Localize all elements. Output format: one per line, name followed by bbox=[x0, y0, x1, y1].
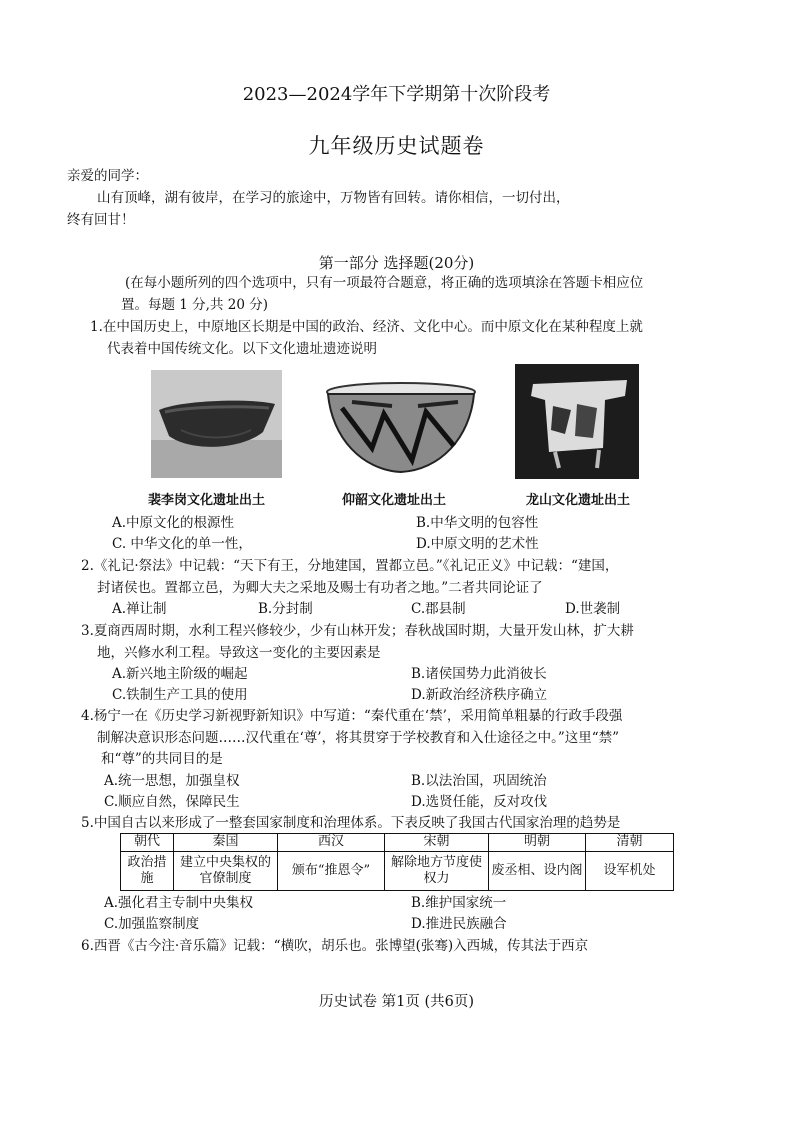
q6-stem-line-1: 6.西晋《古今注·音乐篇》记载：“横吹，胡乐也。张博望(张骞)入西城，传其法于西京 bbox=[81, 938, 589, 954]
q5-option-a: A.强化君主专制中央集权 bbox=[104, 895, 254, 911]
part-1-instructions-line-1: (在每小题所列的四个选项中，只有一项最符合题意，将正确的选项填涂在答题卡相应位 bbox=[125, 275, 644, 291]
q4-option-c: C.顺应自然，保障民生 bbox=[104, 794, 240, 810]
table-header-cell: 清朝 bbox=[586, 834, 674, 852]
exam-subject-title: 九年级历史试题卷 bbox=[308, 134, 485, 158]
exam-title: 2023—2024学年下学期第十次阶段考 bbox=[242, 84, 551, 105]
greeting-line-1: 山有顶峰，湖有彼岸，在学习的旅途中，万物皆有回转。请你相信，一切付出， bbox=[97, 190, 570, 206]
q2-option-c: C.郡县制 bbox=[411, 601, 466, 617]
table-header-row bbox=[121, 834, 674, 852]
image-caption-longshan: 龙山文化遗址出土 bbox=[526, 493, 631, 508]
greeting-line-2: 终有回甘！ bbox=[67, 212, 135, 228]
table-header-cell: 明朝 bbox=[489, 834, 586, 852]
q3-option-d: D.新政治经济秩序确立 bbox=[411, 687, 548, 703]
q4-stem-line-2: 制解决意识形态问题……汉代重在‘尊’，将其贯穿于学校教育和入仕途径之中。”这里“禁” bbox=[97, 730, 620, 746]
q4-option-a: A.统一思想，加强皇权 bbox=[104, 773, 240, 789]
q4-option-d: D.选贤任能，反对攻伐 bbox=[411, 794, 548, 810]
q2-option-a: A.禅让制 bbox=[112, 601, 167, 617]
table-cell: 废丞相、设内阁 bbox=[489, 852, 586, 891]
q2-stem-line-2: 封诸侯也。置都立邑，为卿大夫之采地及赐士有功者之地。”二者共同论证了 bbox=[97, 580, 543, 596]
table-cell: 颁布“推恩令” bbox=[278, 852, 385, 891]
table-header-cell: 朝代 bbox=[121, 834, 174, 852]
q1-option-b: B.中华文明的包容性 bbox=[416, 515, 539, 531]
q2-stem-line-1: 2.《礼记·祭法》中记载：“天下有王，分地建国，置都立邑。”《礼记正义》中记载：“建国， bbox=[81, 558, 619, 574]
table-cell: 政治措施 bbox=[121, 852, 174, 891]
q5-stem: 5.中国自古以来形成了一整套国家制度和治理体系。下表反映了我国古代国家治理的趋势是 bbox=[81, 815, 621, 831]
q1-option-a: A.中原文化的根源性 bbox=[112, 515, 235, 531]
peiligang-artifact-image bbox=[151, 370, 282, 478]
table-cell: 建立中央集权的官僚制度 bbox=[174, 852, 278, 891]
table-cell: 解除地方节度使权力 bbox=[385, 852, 489, 891]
part-1-instructions-line-2: 置。每题 1 分,共 20 分) bbox=[121, 297, 268, 313]
page-footer: 历史试卷 第1页 (共6页) bbox=[319, 994, 474, 1010]
longshan-artifact-image bbox=[515, 364, 639, 479]
q3-option-c: C.铁制生产工具的使用 bbox=[112, 687, 248, 703]
q4-option-b: B.以法治国，巩固统治 bbox=[411, 773, 547, 789]
q1-option-d: D.中原文明的艺术性 bbox=[416, 536, 539, 552]
q5-option-d: D.推进民族融合 bbox=[411, 916, 507, 932]
table-row bbox=[121, 852, 674, 891]
governance-table bbox=[120, 833, 674, 891]
image-caption-yangshao: 仰韶文化遗址出土 bbox=[342, 493, 447, 508]
q3-stem-line-1: 3.夏商西周时期，水利工程兴修较少，少有山林开发；春秋战国时期，大量开发山林，扩大耕 bbox=[81, 623, 634, 639]
q5-option-c: C.加强监察制度 bbox=[104, 916, 200, 932]
q1-stem-line-1: 1.在中国历史上，中原地区长期是中国的政治、经济、文化中心。而中原文化在某种程度上就 bbox=[90, 319, 643, 335]
q4-stem-line-1: 4.杨宁一在《历史学习新视野新知识》中写道：“秦代重在‘禁’，采用简单粗暴的行政手段强 bbox=[81, 708, 623, 724]
q1-stem-line-2: 代表着中国传统文化。以下文化遗址遗迹说明 bbox=[107, 341, 377, 357]
table-cell: 设军机处 bbox=[586, 852, 674, 891]
table-header-cell: 宋朝 bbox=[385, 834, 489, 852]
q3-option-b: B.诸侯国势力此消彼长 bbox=[411, 666, 547, 682]
q5-option-b: B.维护国家统一 bbox=[411, 895, 507, 911]
part-1-title: 第一部分 选择题(20分) bbox=[318, 254, 475, 272]
q3-stem-line-2: 地，兴修水利工程。导致这一变化的主要因素是 bbox=[97, 645, 381, 661]
q4-stem-line-3: 和“尊”的共同目的是 bbox=[101, 751, 223, 767]
table-header-cell: 秦国 bbox=[174, 834, 278, 852]
yangshao-artifact-image bbox=[322, 378, 480, 476]
q2-option-d: D.世袭制 bbox=[565, 601, 621, 617]
q1-option-c: C. 中华文化的单一性， bbox=[112, 536, 252, 552]
table-header-cell: 西汉 bbox=[278, 834, 385, 852]
q3-option-a: A.新兴地主阶级的崛起 bbox=[112, 666, 248, 682]
q2-option-b: B.分封制 bbox=[258, 601, 313, 617]
greeting-salutation: 亲爱的同学： bbox=[67, 168, 148, 184]
image-caption-peiligang: 裴李岗文化遗址出土 bbox=[148, 493, 266, 508]
